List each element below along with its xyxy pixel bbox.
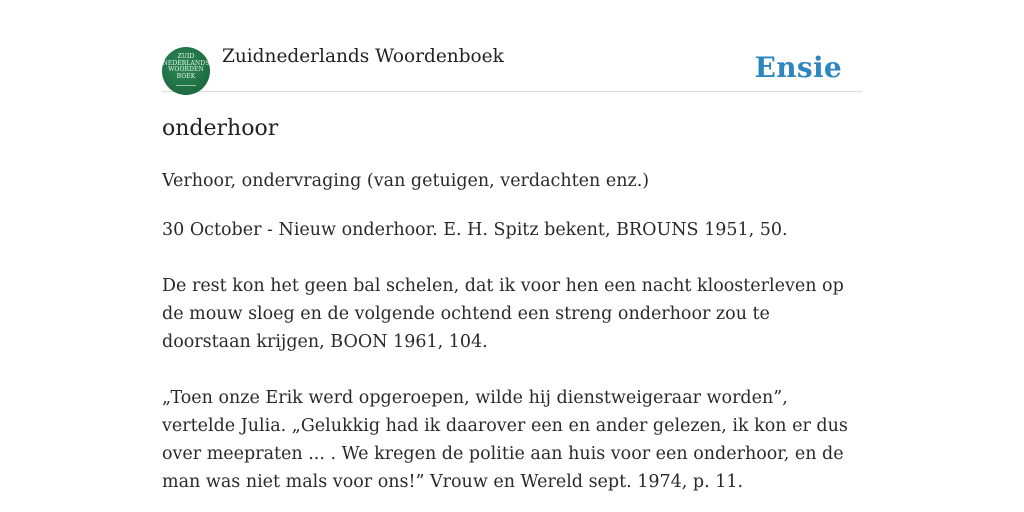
header xyxy=(162,40,862,92)
logo-line: ZUID xyxy=(177,53,195,60)
citation: „Toen onze Erik werd opgeroepen, wilde hij dienstweigeraar worden”, vertelde Julia. „Gelukkig had ik daarover een en ander gelezen, ik kon er dus over meepraten ... . We kregen de politie aan huis voor een onderhoor, en de man was niet mals voor ons!” Vrouw en Wereld sept. 1974, p. 11. xyxy=(162,388,848,492)
dictionary-logo[interactable] xyxy=(162,47,210,95)
entry-card xyxy=(162,40,862,492)
logo-line: NEDERLANDS xyxy=(162,59,210,67)
logo-text xyxy=(162,54,210,80)
logo-line: WOORDEN xyxy=(168,66,204,73)
citation: 30 October - Nieuw onderhoor. E. H. Spitz bekent, BROUNS 1951, 50. xyxy=(162,220,788,240)
citation-list xyxy=(162,216,862,512)
citation: De rest kon het geen bal schelen, dat ik voor hen een nacht kloosterleven op de mouw sloeg en de volgende ochtend een streng onderhoor zou te doorstaan krijgen, BOON 1961, 104. xyxy=(162,276,844,352)
headword: onderhoor xyxy=(162,116,279,141)
logo-line: BOEK xyxy=(176,72,196,80)
definition: Verhoor, ondervraging (van getuigen, verdachten enz.) xyxy=(162,171,650,191)
brand-logo[interactable]: Ensie xyxy=(754,51,842,84)
logo-rule xyxy=(176,85,196,86)
dictionary-title[interactable]: Zuidnederlands Woordenboek xyxy=(222,46,504,67)
